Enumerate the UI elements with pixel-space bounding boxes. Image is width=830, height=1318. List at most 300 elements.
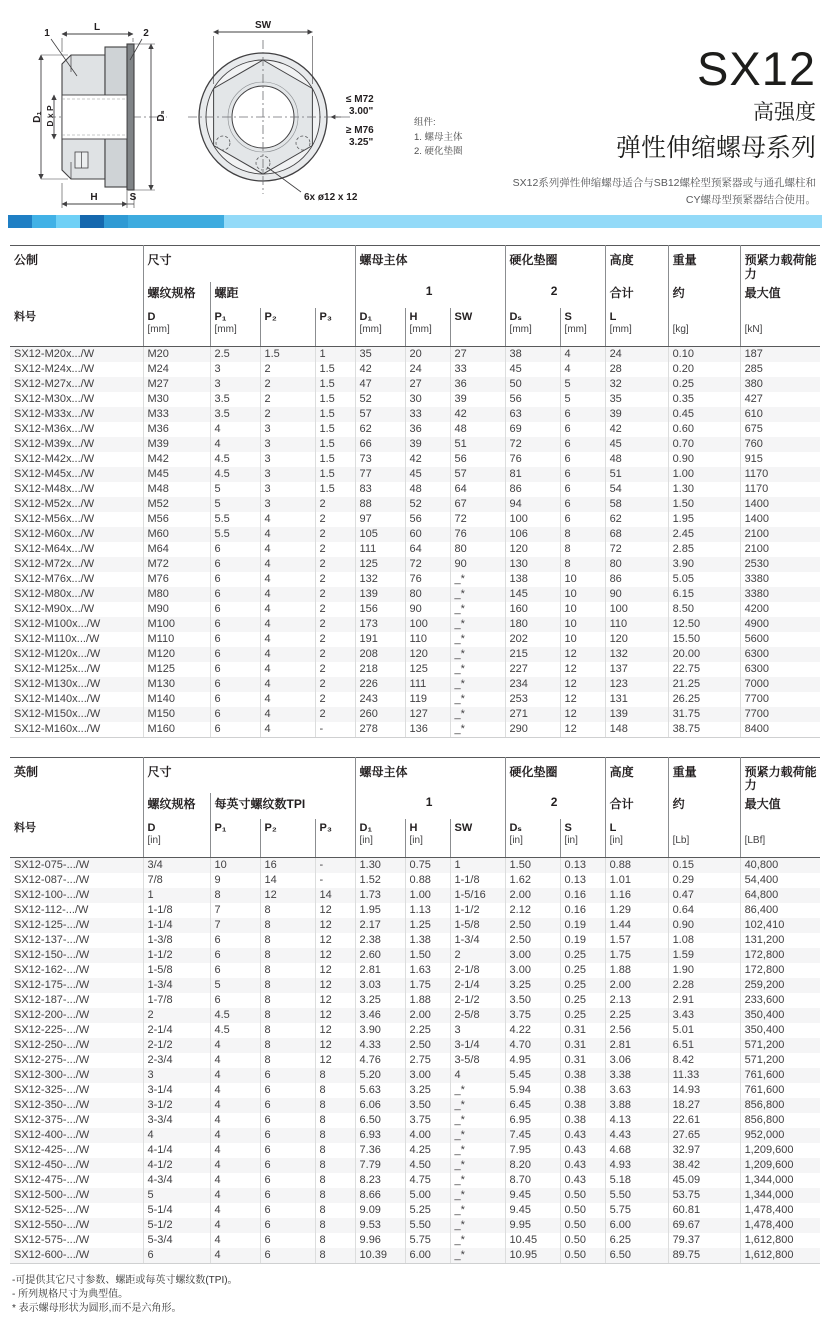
cell: 4 [210,1233,260,1248]
column-header: Dₛ [in] [505,819,560,858]
cell: 69.67 [668,1218,740,1233]
cell: SX12-600-.../W [10,1248,143,1264]
cell: 32.97 [668,1143,740,1158]
cell: 1.63 [405,963,450,978]
cell: 48 [605,452,668,467]
cell: _* [450,1098,505,1113]
cell: SX12-M64x.../W [14,542,95,555]
cell: 1-3/4 [450,933,505,948]
footnotes [12,1274,818,1315]
sub-thread-spec: 螺纹规格 [143,793,210,819]
cell: 6300 [740,662,820,677]
dim-dxp-label: D x P [45,105,55,127]
cell: M125 [143,662,210,677]
cell: 1-1/2 [143,948,210,963]
cell: 89.75 [668,1248,740,1264]
cell: _* [450,677,505,692]
cell: 1.44 [605,918,668,933]
cell: 3/4 [143,858,210,874]
cell: 72 [450,512,505,527]
cell: 106 [505,527,560,542]
cell: 4.5 [210,1023,260,1038]
cell: 54,400 [740,873,820,888]
cell: 3 [210,362,260,377]
cell: 35 [605,392,668,407]
dim-ds-label: Dₛ [156,110,167,122]
cell: SX12-175-.../W [14,979,90,992]
cell: 131,200 [740,933,820,948]
cell: 72 [505,437,560,452]
cell: 0.25 [560,948,605,963]
cell: 6 [260,1128,315,1143]
cell: 9 [210,873,260,888]
cell: 8 [315,1203,355,1218]
cell: 42 [355,362,405,377]
cell: 131 [605,692,668,707]
cell: M45 [143,467,210,482]
cell: 77 [355,467,405,482]
cell: 138 [505,572,560,587]
cell: 4900 [740,617,820,632]
cell: 0.90 [668,452,740,467]
cell: 2 [315,512,355,527]
cell: 259,200 [740,978,820,993]
cell: 4.00 [405,1128,450,1143]
cell: 137 [605,662,668,677]
cell: 2-1/4 [450,978,505,993]
cell: M20 [143,346,210,362]
cell: 83 [355,482,405,497]
cell: 2-5/8 [450,1008,505,1023]
group-height: 高度 [605,246,668,282]
cell: SX12-375-.../W [14,1114,90,1127]
cell: 1.25 [405,918,450,933]
dim-h-label: H [90,192,98,203]
cell: 110 [605,617,668,632]
cell: 2 [315,602,355,617]
cell: M48 [143,482,210,497]
cell: 76 [405,572,450,587]
cell: 0.20 [668,362,740,377]
cell: 10 [560,587,605,602]
table-row [10,933,820,948]
table-row [10,1248,820,1264]
cell: 8 [260,1038,315,1053]
cell: 3.63 [605,1083,668,1098]
cell: 8 [315,1218,355,1233]
product-name: SX12 [697,42,816,95]
cell: SX12-M45x.../W [14,467,95,480]
cell: M56 [143,512,210,527]
cell: 7.79 [355,1158,405,1173]
cell: 2.50 [505,933,560,948]
cell: 2.81 [605,1038,668,1053]
cell: 148 [605,722,668,738]
cell: 66 [355,437,405,452]
table-row [10,632,820,647]
cell: 105 [355,527,405,542]
cell: 20 [405,346,450,362]
cell: 8.23 [355,1173,405,1188]
cell: SX12-M160x.../W [10,722,143,738]
cell: _* [450,1233,505,1248]
cell: 51 [450,437,505,452]
cell: 227 [505,662,560,677]
cell: 8 [315,1113,355,1128]
cell: SX12-M24x.../W [14,362,95,375]
cell: 120 [605,632,668,647]
cell: 1-7/8 [143,993,210,1008]
cell: 64 [450,482,505,497]
cell: 8 [315,1158,355,1173]
column-header: P₂ [260,819,315,858]
cell: 4 [210,1113,260,1128]
cell: 58 [605,497,668,512]
cell: 0.13 [560,858,605,874]
cell: 4 [260,632,315,647]
cell: M90 [143,602,210,617]
cell: 57 [355,407,405,422]
cell: 100 [605,602,668,617]
table-row [10,1128,820,1143]
table-row [10,377,820,392]
cell: 42 [405,452,450,467]
cell: M27 [143,377,210,392]
cell: 4 [210,1173,260,1188]
cell: 6 [260,1173,315,1188]
group-nut-body: 螺母主体 [355,757,505,793]
column-header: P₂ [260,308,315,347]
cell: 3.50 [405,1098,450,1113]
cell: _* [450,632,505,647]
cell: 6 [260,1068,315,1083]
table-row [10,407,820,422]
cell: SX12-112-.../W [14,904,89,917]
description-line-2: CY螺母型预紧器结合使用。 [685,193,816,206]
cell: 1.95 [668,512,740,527]
table-row [10,707,820,722]
cell: SX12-M90x.../W [14,602,95,615]
cell: 4 [210,1068,260,1083]
cell: 5.25 [405,1203,450,1218]
cell: M130 [143,677,210,692]
cell: 7.36 [355,1143,405,1158]
cell: 1-5/8 [450,918,505,933]
cell: 6300 [740,647,820,662]
cell: 28 [605,362,668,377]
table-row [10,362,820,377]
cell: 6 [210,722,260,738]
cell: 0.35 [668,392,740,407]
cell: 3 [260,422,315,437]
cell: 3.46 [355,1008,405,1023]
cell: 571,200 [740,1053,820,1068]
cell: 6.06 [355,1098,405,1113]
cell: 136 [405,722,450,738]
cell: 120 [405,647,450,662]
cell: 1400 [740,512,820,527]
cell: 8 [260,903,315,918]
cell: _* [450,1218,505,1233]
cell: 7.45 [505,1128,560,1143]
column-header: [Lb] [668,819,740,858]
cell: 3.5 [210,407,260,422]
cell: 0.60 [668,422,740,437]
table-row [10,918,820,933]
cell: 6 [560,437,605,452]
holes-note: 6x ø12 x 12 [304,192,358,203]
column-header: L [in] [605,819,668,858]
cell: 6 [210,557,260,572]
table-row [10,888,820,903]
cell: 2 [315,617,355,632]
cell: 5 [210,482,260,497]
cell: 21.25 [668,677,740,692]
cell: 8 [260,993,315,1008]
cell: 7700 [740,707,820,722]
cell: 4 [260,602,315,617]
cell: 4.68 [605,1143,668,1158]
subtitle-series: 弹性伸缩螺母系列 [615,134,816,163]
cell: 10.39 [355,1248,405,1264]
cell: 1.62 [505,873,560,888]
title-block [513,44,816,208]
cell: 285 [740,362,820,377]
cell: - [315,873,355,888]
cell: 10 [210,858,260,874]
cell: 0.88 [405,873,450,888]
cell: SX12-300-.../W [14,1069,90,1082]
cell: SX12-325-.../W [14,1084,90,1097]
sub-pitch: 螺距 [210,282,355,308]
cell: 6 [260,1233,315,1248]
cell: 3-1/4 [143,1083,210,1098]
cell: M150 [143,707,210,722]
table-row [10,542,820,557]
cell: 6 [210,707,260,722]
cell: 0.43 [560,1128,605,1143]
cell: 1.29 [605,903,668,918]
column-header-row [10,819,820,858]
side-view [47,44,167,190]
cell: 1.30 [668,482,740,497]
cell: _* [450,647,505,662]
cell: 8 [260,978,315,993]
cell: 2 [143,1008,210,1023]
table-row [10,1143,820,1158]
cell: 4.76 [355,1053,405,1068]
cell: 4.70 [505,1038,560,1053]
cell: 5.50 [405,1218,450,1233]
cell: 119 [405,692,450,707]
cell: 234 [505,677,560,692]
cell: 1,209,600 [740,1158,820,1173]
dim-s-label: S [129,192,137,203]
callout-2-label: 2 [143,28,149,39]
cell: 60 [405,527,450,542]
cell: _* [450,602,505,617]
column-header: [LBf] [740,819,820,858]
cell: 172,800 [740,963,820,978]
table-row [10,722,820,738]
cell: 8.50 [668,602,740,617]
cell: 6 [260,1248,315,1264]
table-row [10,903,820,918]
cell: SX12-225-.../W [14,1024,90,1037]
cell: 6 [560,407,605,422]
cell: 12 [315,978,355,993]
cell: 2 [450,948,505,963]
cell: 22.61 [668,1113,740,1128]
cell: 24 [605,346,668,362]
cell: 1.50 [405,948,450,963]
note-le-inch: 3.00" [349,106,374,117]
cell: 39 [450,392,505,407]
cell: SX12-550-.../W [14,1219,90,1232]
cell: 4 [210,1053,260,1068]
cell: 0.50 [560,1218,605,1233]
cell: 4 [260,527,315,542]
sub-max: 最大值 [740,282,820,308]
sub-tpi: 每英寸螺纹数TPI [210,793,355,819]
cell: 1.52 [355,873,405,888]
cell: 39 [405,437,450,452]
cell: 5.94 [505,1083,560,1098]
cell: - [315,858,355,874]
cell: 6 [560,482,605,497]
cell: 8 [260,963,315,978]
cell: 427 [740,392,820,407]
cell: _* [450,587,505,602]
cell: 6.51 [668,1038,740,1053]
cell: 111 [355,542,405,557]
group-preload: 预紧力载荷能力 [740,757,820,793]
cell: SX12-525-.../W [14,1204,90,1217]
cell: 11.33 [668,1068,740,1083]
cell: 1.38 [405,933,450,948]
cell: 915 [740,452,820,467]
column-header: D₁ [mm] [355,308,405,347]
cell: 3 [450,1023,505,1038]
cell: 97 [355,512,405,527]
cell: 191 [355,632,405,647]
cell: 80 [605,557,668,572]
cell: SX12-M33x.../W [14,407,95,420]
imperial-table [10,757,820,1265]
cell: M60 [143,527,210,542]
cell: 1.5 [315,362,355,377]
table-row [10,963,820,978]
cell: 12 [315,903,355,918]
cell: SX12-350-.../W [14,1099,90,1112]
cell: 2 [315,557,355,572]
cell: M52 [143,497,210,512]
cell: 0.43 [560,1158,605,1173]
table-row [10,527,820,542]
cell: 12 [315,993,355,1008]
cell: 6 [260,1083,315,1098]
table-row [10,1173,820,1188]
cell: 2-1/4 [143,1023,210,1038]
cell: 260 [355,707,405,722]
cell: 12 [315,963,355,978]
cell: 120 [505,542,560,557]
cell: 4.22 [505,1023,560,1038]
column-header: Dₛ [mm] [505,308,560,347]
cell: SX12-M150x.../W [14,707,101,720]
cell: 6 [260,1143,315,1158]
cell: 3380 [740,587,820,602]
cell: SX12-M56x.../W [14,512,95,525]
cell: 36 [450,377,505,392]
cell: 5.18 [605,1173,668,1188]
cell: 1-5/16 [450,888,505,903]
cell: 8 [315,1248,355,1264]
cell: 6 [210,933,260,948]
cell: 6 [260,1098,315,1113]
cell: 2 [260,377,315,392]
cell: 1.5 [315,377,355,392]
cell: _* [450,1173,505,1188]
cell: 12 [560,662,605,677]
cell: 12 [315,948,355,963]
cell: 4200 [740,602,820,617]
cell: 12 [315,1008,355,1023]
cell: 102,410 [740,918,820,933]
cell: 5 [210,978,260,993]
cell: 3.75 [405,1113,450,1128]
cell: 40,800 [740,858,820,874]
cell: 8 [260,933,315,948]
cell: 2 [315,497,355,512]
cell: 6 [210,963,260,978]
cell: 14.93 [668,1083,740,1098]
cell: 45 [605,437,668,452]
cell: 1170 [740,482,820,497]
cell: SX12-100-.../W [14,889,90,902]
cell: 6.93 [355,1128,405,1143]
cell: 350,400 [740,1023,820,1038]
column-header: SW [450,819,505,858]
cell: 38 [505,346,560,362]
metric-table-body [10,346,820,737]
table-row [10,557,820,572]
cell: 86 [505,482,560,497]
cell: 1-1/2 [450,903,505,918]
cell: 8 [560,557,605,572]
cell: 12 [315,1038,355,1053]
top-section [0,0,830,215]
column-header: D [in] [143,819,210,858]
cell: 5 [210,497,260,512]
cell: 4 [210,1038,260,1053]
sub-washer-2: 2 [505,282,605,308]
cell: 16 [260,858,315,874]
cell: 2100 [740,527,820,542]
cell: 2.13 [605,993,668,1008]
cell: _* [450,1158,505,1173]
cell: M140 [143,692,210,707]
cell: 76 [450,527,505,542]
table-row [10,873,820,888]
sub-header-row [10,282,820,308]
cell: 0.19 [560,918,605,933]
cell: 1-1/8 [450,873,505,888]
cell: 380 [740,377,820,392]
cell: M76 [143,572,210,587]
cell: 3-1/2 [143,1098,210,1113]
group-weight: 重量 [668,246,740,282]
